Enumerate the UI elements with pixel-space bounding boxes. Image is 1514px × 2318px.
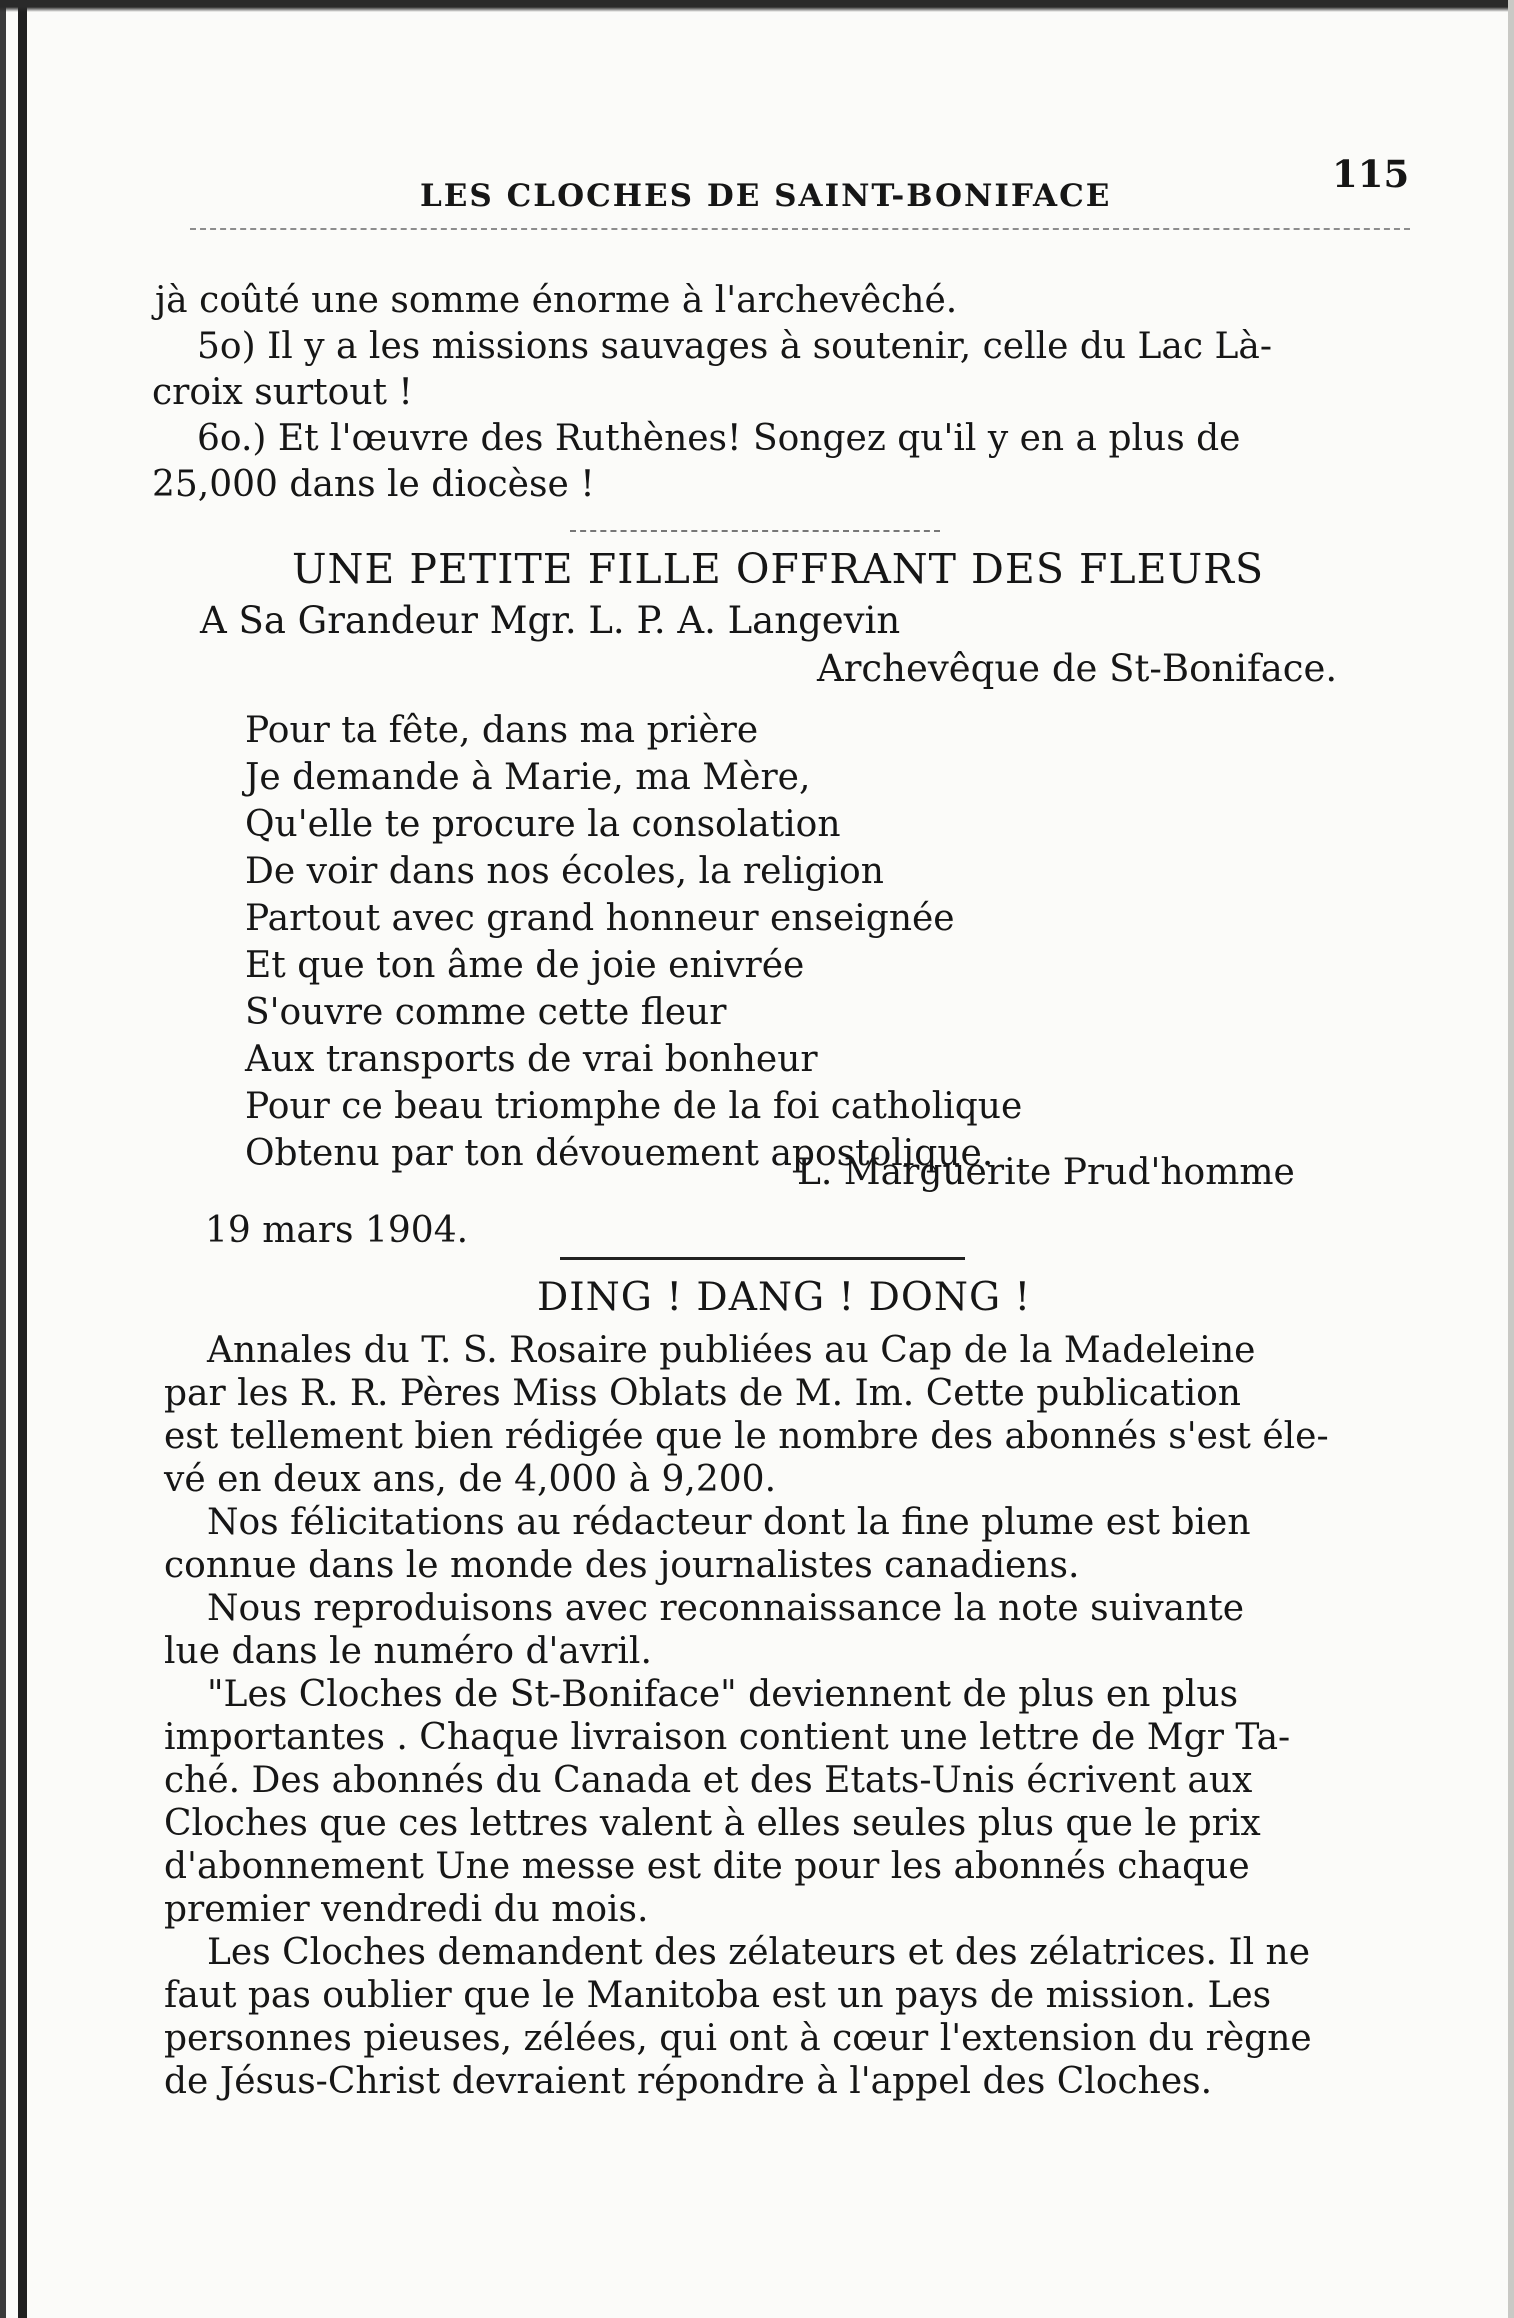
poem-verse: Pour ta fête, dans ma prière xyxy=(245,710,759,751)
article-line: Les Cloches demandent des zélateurs et des zélatrices. Il ne xyxy=(207,1932,1311,1973)
poem-verse: S'ouvre comme cette fleur xyxy=(245,992,727,1033)
poem-verse: Pour ce beau triomphe de la foi catholique xyxy=(245,1086,1023,1127)
intro-line: 5o) Il y a les missions sauvages à soutenir, celle du Lac Là- xyxy=(197,326,1273,367)
poem-verse: Et que ton âme de joie enivrée xyxy=(245,945,805,986)
poem-verse: Obtenu par ton dévouement apostolique. xyxy=(245,1133,994,1174)
running-title: LES CLOCHES DE SAINT-BONIFACE xyxy=(420,178,1112,214)
poem-dedication: A Sa Grandeur Mgr. L. P. A. Langevin xyxy=(200,599,901,642)
header-rule xyxy=(190,228,1410,230)
article-line: est tellement bien rédigée que le nombre des abonnés s'est éle- xyxy=(164,1416,1329,1457)
intro-line: croix surtout ! xyxy=(152,372,413,413)
poem-dedication-role: Archevêque de St-Boniface. xyxy=(817,647,1338,690)
article-line: Cloches que ces lettres valent à elles seules plus que le prix xyxy=(164,1803,1261,1844)
poem-title: UNE PETITE FILLE OFFRANT DES FLEURS xyxy=(292,545,1265,593)
poem-verse: Je demande à Marie, ma Mère, xyxy=(245,757,811,798)
article-line: par les R. R. Pères Miss Oblats de M. Im. Cette publication xyxy=(164,1373,1241,1414)
poem-signature: L. Marguerite Prud'homme xyxy=(797,1152,1295,1193)
article-line: importantes . Chaque livraison contient une lettre de Mgr Ta- xyxy=(164,1717,1291,1758)
article-title: DING ! DANG ! DONG ! xyxy=(537,1275,1032,1320)
article-line: premier vendredi du mois. xyxy=(164,1889,649,1930)
section-divider xyxy=(570,530,940,532)
poem-verse: De voir dans nos écoles, la religion xyxy=(245,851,884,892)
intro-line: 25,000 dans le diocèse ! xyxy=(152,464,595,505)
poem-verse: Aux transports de vrai bonheur xyxy=(245,1039,818,1080)
article-line: connue dans le monde des journalistes canadiens. xyxy=(164,1545,1080,1586)
article-line: faut pas oublier que le Manitoba est un pays de mission. Les xyxy=(164,1975,1272,2016)
poem-verse: Qu'elle te procure la consolation xyxy=(245,804,841,845)
article-line: "Les Cloches de St-Boniface" deviennent de plus en plus xyxy=(207,1674,1239,1715)
article-line: d'abonnement Une messe est dite pour les abonnés chaque xyxy=(164,1846,1250,1887)
poem-date: 19 mars 1904. xyxy=(205,1210,469,1251)
intro-line: 6o.) Et l'œuvre des Ruthènes! Songez qu'il y en a plus de xyxy=(197,418,1241,459)
article-line: Annales du T. S. Rosaire publiées au Cap de la Madeleine xyxy=(207,1330,1256,1371)
article-line: lue dans le numéro d'avril. xyxy=(164,1631,652,1672)
article-line: Nous reproduisons avec reconnaissance la note suivante xyxy=(207,1588,1245,1629)
page-number: 115 xyxy=(1332,152,1410,196)
article-line: de Jésus-Christ devraient répondre à l'appel des Cloches. xyxy=(164,2061,1213,2102)
article-line: Nos félicitations au rédacteur dont la fine plume est bien xyxy=(207,1502,1251,1543)
article-line: vé en deux ans, de 4,000 à 9,200. xyxy=(164,1459,777,1500)
poem-verse: Partout avec grand honneur enseignée xyxy=(245,898,955,939)
article-line: ché. Des abonnés du Canada et des Etats-Unis écrivent aux xyxy=(164,1760,1253,1801)
intro-line: jà coûté une somme énorme à l'archevêché. xyxy=(155,280,958,321)
section-divider xyxy=(560,1257,965,1260)
article-line: personnes pieuses, zélées, qui ont à cœur l'extension du règne xyxy=(164,2018,1312,2059)
